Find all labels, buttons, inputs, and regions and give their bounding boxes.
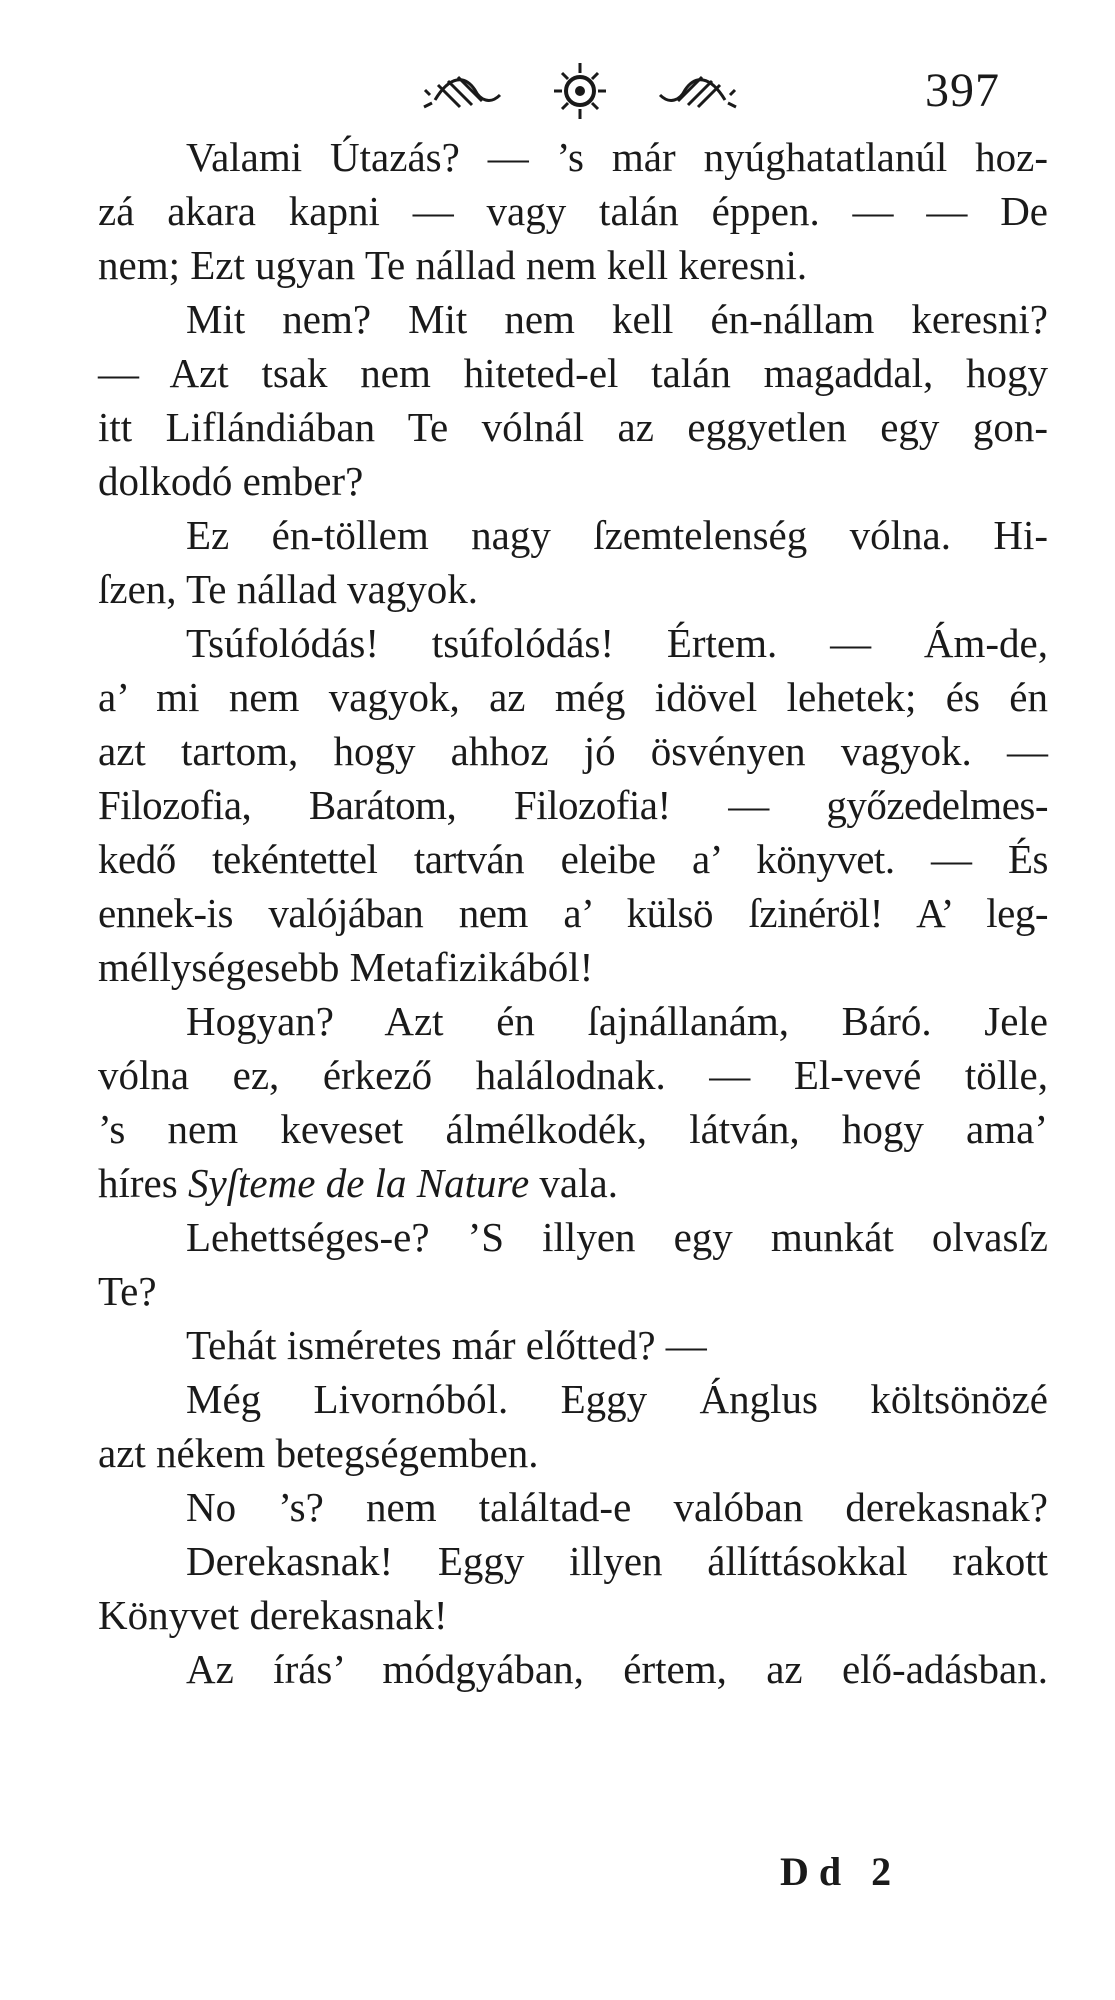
text-line: Valami Útazás? — ’s már nyúghatatlanúl hoz-: [186, 134, 1048, 180]
text-line: ſzen, Te nállad vagyok.: [98, 566, 479, 612]
text-line: — Azt tsak nem hiteted-el talán magaddal, hogy: [98, 350, 1048, 396]
text-line: itt Liflándiában Te vólnál az eggyetlen egy gon-: [98, 404, 1048, 450]
text-line: Filozofia, Barátom, Filozofia! — győzedelmes-: [98, 782, 1048, 828]
body-text: [98, 130, 1048, 1696]
text-line: Hogyan? Azt én ſajnállanám, Báró. Jele: [186, 998, 1048, 1044]
text-fragment: vala.: [529, 1160, 618, 1206]
text-line: Tsúfolódás! tsúfolódás! Értem. — Ám-de,: [186, 620, 1048, 666]
text-line: dolkodó ember?: [98, 458, 364, 504]
text-line: ’s nem keveset álmélkodék, látván, hogy ama’: [98, 1106, 1048, 1152]
text-line: méllységesebb Metafizikából!: [98, 944, 594, 990]
text-line: azt nékem betegségemben.: [98, 1430, 539, 1476]
text-fragment: híres: [98, 1160, 188, 1206]
text-line: Lehettséges-e? ’S illyen egy munkát olvasſz: [186, 1214, 1048, 1260]
text-line: No ’s? nem találtad-e valóban derekasnak?: [186, 1484, 1048, 1530]
text-line: a’ mi nem vagyok, az még idövel lehetek; és én: [98, 674, 1048, 720]
decorative-headpiece-ornament-icon: [420, 55, 740, 125]
text-line: kedő tekéntettel tartván eleibe a’ könyvet. — És: [98, 836, 1048, 882]
text-line-with-title: [98, 1156, 1048, 1210]
text-line: Ez én-töllem nagy ſzemtelenség vólna. Hi-: [186, 512, 1048, 558]
text-line: Az írás’ módgyában, értem, az elő-adásban.: [186, 1646, 1048, 1692]
book-title: Syſteme de la Nature: [187, 1160, 530, 1206]
catchword-signature: Dd 2: [780, 1849, 902, 1894]
page-header: [0, 55, 1115, 125]
text-line: vólna ez, érkező halálodnak. — El-vevé tölle,: [98, 1052, 1048, 1098]
text-line: ennek-is valójában nem a’ külsö ſzinéröl! A’ leg-: [98, 890, 1048, 936]
text-line: Te?: [98, 1268, 157, 1314]
text-line: Tehát isméretes már előtted? —: [186, 1322, 707, 1368]
left-flourish-icon: [424, 77, 500, 107]
text-line: azt tartom, hogy ahhoz jó ösvényen vagyok. —: [98, 728, 1048, 774]
text-line: nem; Ezt ugyan Te nállad nem kell keresni.: [98, 242, 808, 288]
right-flourish-icon: [660, 77, 736, 107]
text-line: Derekasnak! Eggy illyen állíttásokkal rakott: [186, 1538, 1048, 1584]
page-number: 397: [925, 64, 1000, 117]
center-sun-icon: [554, 63, 606, 119]
text-line: zá akara kapni — vagy talán éppen. — — De: [98, 188, 1048, 234]
text-line: Mit nem? Mit nem kell én-nállam keresni?: [186, 296, 1048, 342]
text-line: Még Livornóból. Eggy Ánglus költsönözé: [186, 1376, 1048, 1422]
text-line: Könyvet derekasnak!: [98, 1592, 448, 1638]
